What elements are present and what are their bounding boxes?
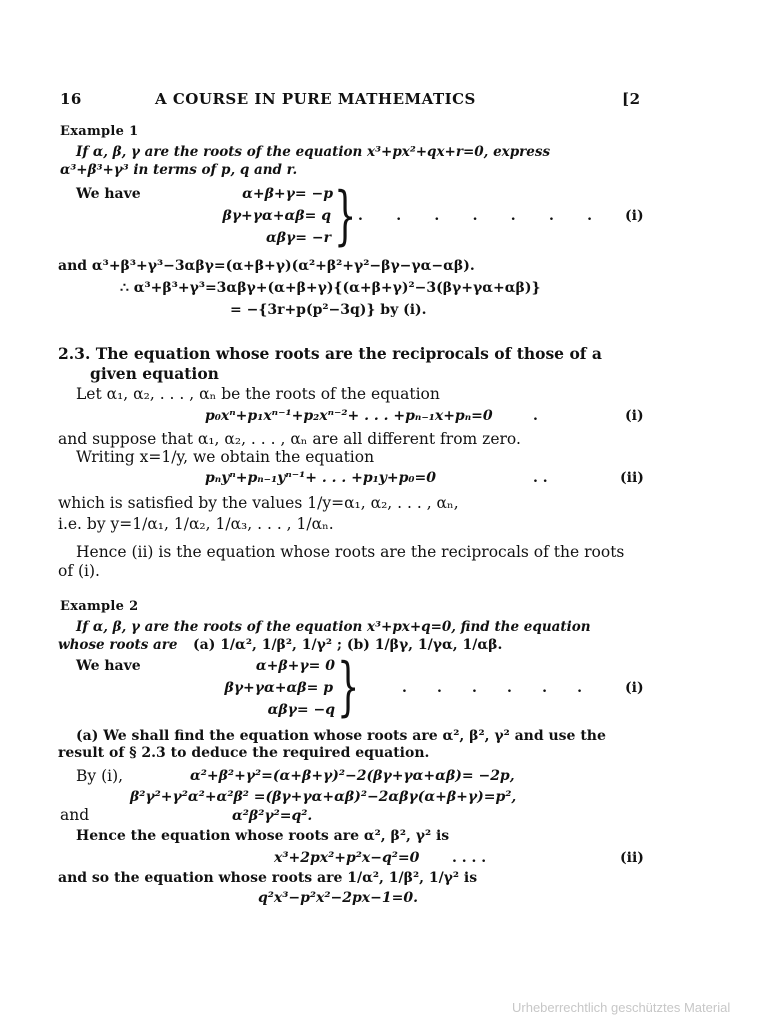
section-satisfied-line: which is satisfied by the values 1/y=α₁, α₂, . . . , αₙ, [58,494,459,512]
section-writing-line: Writing x=1/y, we obtain the equation [76,448,375,466]
section-eq-i: p₀xⁿ+p₁xⁿ⁻¹+p₂xⁿ⁻²+ . . . +pₙ₋₁x+pₙ=0 [205,408,493,424]
example1-eq-pairs: βγ+γα+αβ= q [222,208,331,224]
example2-eq-ii: x³+2px²+p²x−q²=0 [274,850,420,866]
example1-brace: } [334,179,357,253]
example2-statement-line2b: (a) 1/α², 1/β², 1/γ² ; (b) 1/βγ, 1/γα, 1/αβ. [193,637,503,653]
chapter-mark: [2 [622,90,641,108]
example2-part-a-line1: (a) We shall find the equation whose roots are α², β², γ² and use the [76,728,606,744]
example2-by-i: By (i), [76,767,124,785]
example2-we-have: We have [76,658,141,674]
section-hence-line2: of (i). [58,562,100,580]
example2-statement-line1: If α, β, γ are the roots of the equation x³+px+q=0, find the equation [76,619,591,635]
section-eq-ii: pₙyⁿ+pₙ₋₁yⁿ⁻¹+ . . . +p₁y+p₀=0 [205,470,437,486]
example1-leader-dots: . . . . . . . [358,208,592,224]
example1-therefore-line: ∴ α³+β³+γ³=3αβγ+(α+β+γ){(α+β+γ)²−3(βγ+γα+αβ)} [120,280,541,296]
example1-eq-product: αβγ= −r [265,230,331,246]
example2-eq-sum: α+β+γ= 0 [255,658,335,674]
section-title-line1: 2.3. The equation whose roots are the reciprocals of those of a [58,344,602,363]
example2-eq-pairs: βγ+γα+αβ= p [224,680,333,696]
section-let-line: Let α₁, α₂, . . . , αₙ be the roots of the equation [76,385,440,403]
example2-statement-line2a: whose roots are [58,637,178,653]
example1-statement-line2: α³+β³+γ³ in terms of p, q and r. [60,162,298,178]
page-number: 16 [60,90,82,108]
example1-eq-sum: α+β+γ= −p [242,186,333,202]
example1-heading: Example 1 [60,124,139,139]
example1-statement-line1: If α, β, γ are the roots of the equation x³+px²+qx+r=0, express [76,144,551,160]
example2-so-line: and so the equation whose roots are 1/α², 1/β², 1/γ² is [58,870,478,886]
example2-heading: Example 2 [60,599,139,614]
section-suppose-line: and suppose that α₁, α₂, . . . , αₙ are all different from zero. [58,430,521,448]
example2-step1: α²+β²+γ²=(α+β+γ)²−2(βγ+γα+αβ)= −2p, [190,768,515,784]
example2-tag: (i) [625,680,644,696]
section-ie-line: i.e. by y=1/α₁, 1/α₂, 1/α₃, . . . , 1/αₙ. [58,515,334,533]
example2-brace: } [337,650,360,724]
example1-and-line: and α³+β³+γ³−3αβγ=(α+β+γ)(α²+β²+γ²−βγ−γα−αβ). [58,258,475,274]
example2-leader-dots: . . . . . . [402,680,582,696]
example2-step2: β²γ²+γ²α²+α²β² =(βγ+γα+αβ)²−2αβγ(α+β+γ)=p², [130,789,517,805]
example2-final-eq: q²x³−p²x²−2px−1=0. [258,890,418,906]
section-title-line2: given equation [90,364,219,383]
example1-we-have: We have [76,186,141,202]
example2-eq-ii-dots: . . . . [452,850,487,866]
copyright-watermark: Urheberrechtlich geschütztes Material [512,1000,731,1015]
example1-result-line: = −{3r+p(p²−3q)} by (i). [230,302,427,318]
example2-eq-product: αβγ= −q [267,702,335,718]
example2-step3: α²β²γ²=q². [232,808,313,824]
section-eq-i-dot: . [533,408,538,424]
section-hence-line1: Hence (ii) is the equation whose roots are the reciprocals of the roots [76,543,625,561]
section-eq-ii-dots: . . [533,470,548,486]
example1-tag: (i) [625,208,644,224]
example2-part-a-line2: result of § 2.3 to deduce the required equation. [58,745,430,761]
section-eq-i-tag: (i) [625,408,644,424]
example2-and-label: and [60,806,90,824]
example2-eq-ii-tag: (ii) [620,850,644,866]
example2-hence-line: Hence the equation whose roots are α², β², γ² is [76,828,450,844]
section-eq-ii-tag: (ii) [620,470,644,486]
running-title: A COURSE IN PURE MATHEMATICS [155,90,476,108]
